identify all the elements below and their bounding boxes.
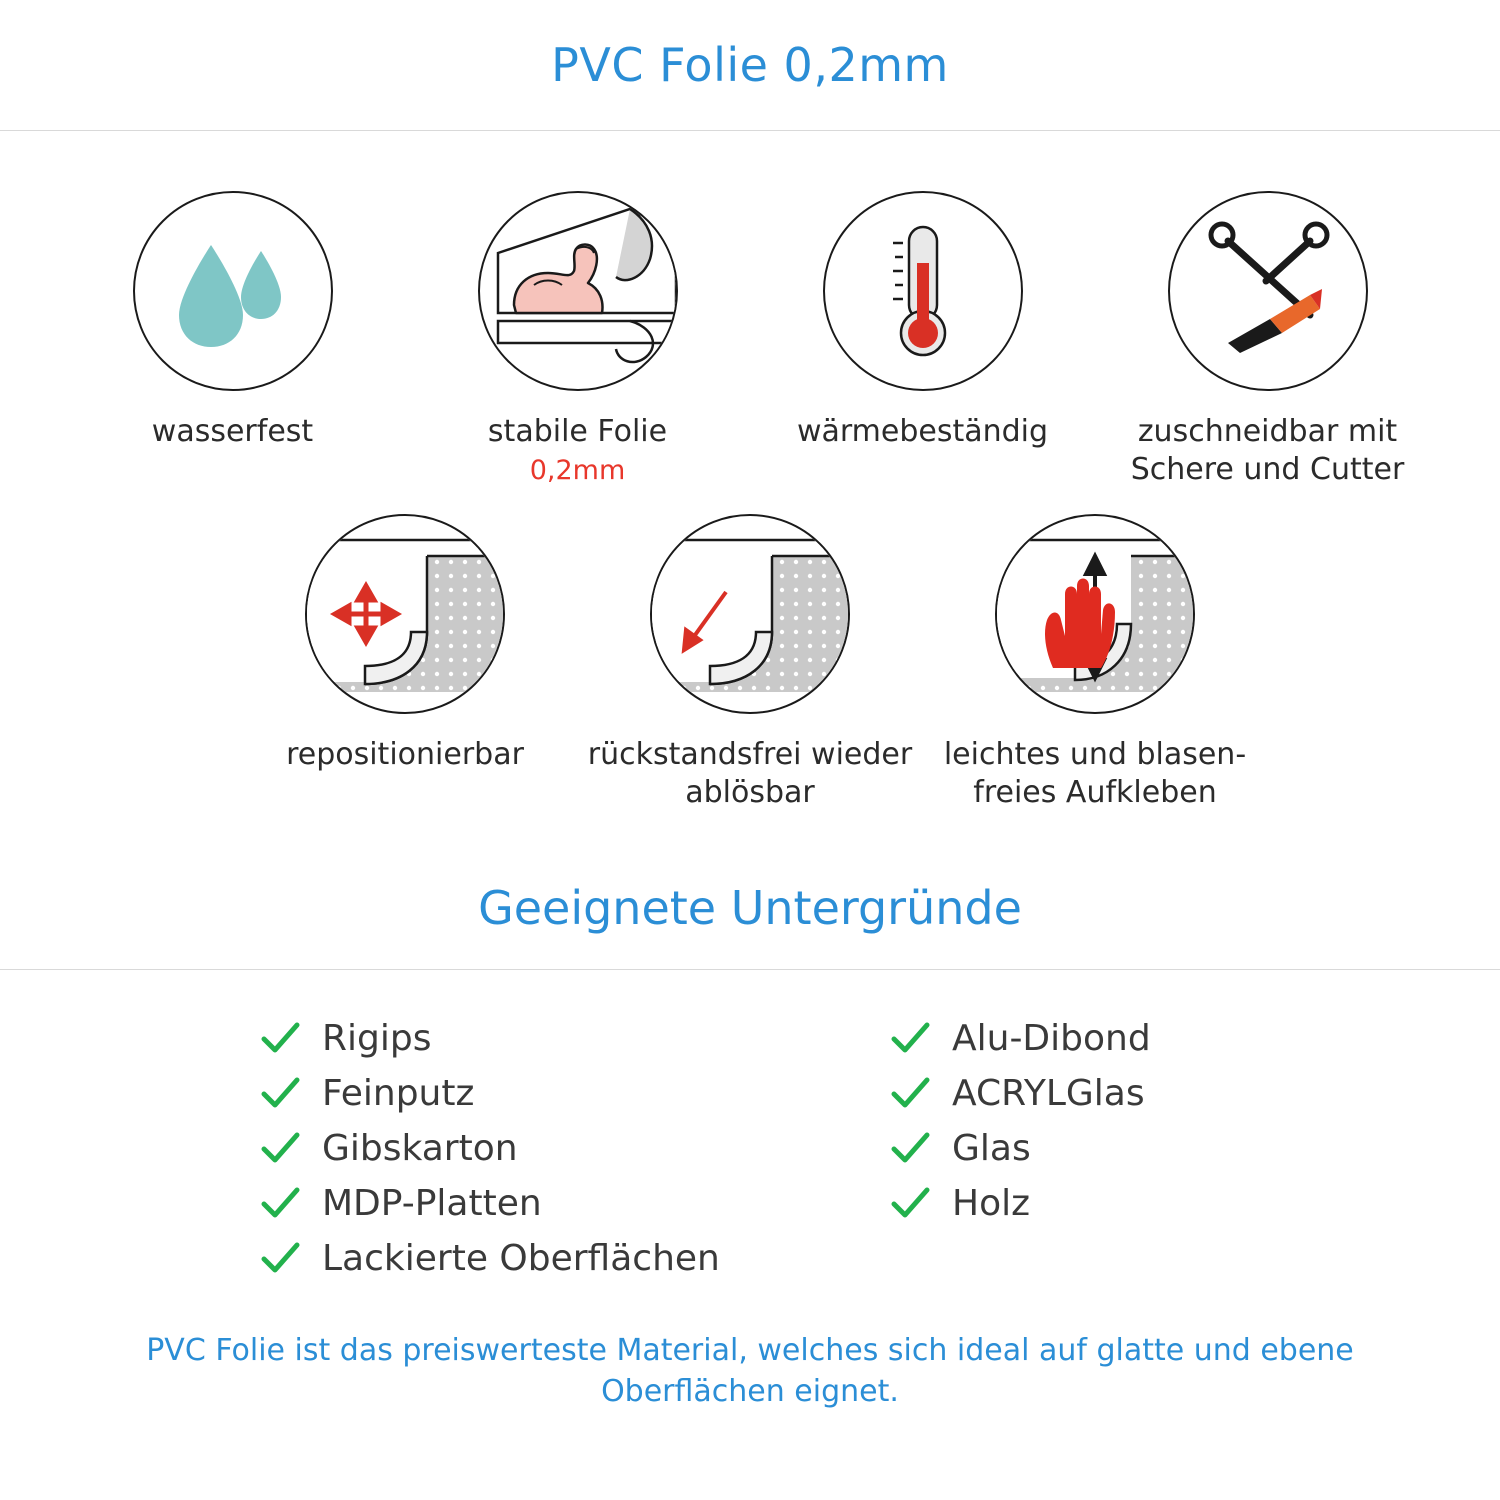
list-item <box>260 1128 750 1169</box>
substrates-column-right <box>750 1018 1370 1279</box>
substrates-divider <box>0 969 1500 970</box>
feature-label: rückstandsfrei wieder ablösbar <box>587 737 913 810</box>
page-title: PVC Folie 0,2mm <box>551 38 949 92</box>
list-item-label: MDP-Platten <box>322 1183 542 1224</box>
list-item <box>260 1073 750 1114</box>
feature-row-1 <box>0 191 1500 488</box>
list-item <box>890 1018 1370 1059</box>
check-icon <box>260 1074 300 1114</box>
list-item-label: Feinputz <box>322 1073 475 1114</box>
footnote-text: PVC Folie ist das preiswerteste Material, welches sich ideal auf glatte und ebene Oberflächen eignet. <box>146 1333 1354 1409</box>
hand-smoothing-icon <box>995 514 1195 714</box>
list-item-label: Alu-Dibond <box>952 1018 1151 1059</box>
check-icon <box>260 1019 300 1059</box>
list-item-label: ACRYLGlas <box>952 1073 1145 1114</box>
feature-label: leichtes und blasen-freies Aufkleben <box>943 737 1247 810</box>
feature-rueckstandsfrei <box>578 514 923 811</box>
substrates-title: Geeignete Untergründe <box>478 881 1022 935</box>
feature-waermebestaendig <box>750 191 1095 451</box>
list-item <box>260 1238 750 1279</box>
check-icon <box>890 1129 930 1169</box>
feature-wasserfest <box>60 191 405 451</box>
feature-repositionierbar <box>233 514 578 774</box>
check-icon <box>260 1184 300 1224</box>
check-icon <box>890 1184 930 1224</box>
check-icon <box>260 1129 300 1169</box>
list-item <box>890 1128 1370 1169</box>
header-divider <box>0 130 1500 131</box>
water-drops-icon <box>133 191 333 391</box>
list-item-label: Rigips <box>322 1018 432 1059</box>
list-item-label: Lackierte Oberflächen <box>322 1238 720 1279</box>
thermometer-icon <box>823 191 1023 391</box>
list-item <box>890 1183 1370 1224</box>
feature-zuschneidbar <box>1095 191 1440 488</box>
scissors-cutter-icon <box>1168 191 1368 391</box>
list-item-label: Holz <box>952 1183 1030 1224</box>
feature-label: zuschneidbar mit Schere und Cutter <box>1130 414 1405 487</box>
reposition-arrows-icon <box>305 514 505 714</box>
feature-label: stabile Folie <box>487 414 668 449</box>
feature-label: wärmebeständig <box>796 414 1049 449</box>
list-item-label: Gibskarton <box>322 1128 518 1169</box>
list-item <box>260 1183 750 1224</box>
feature-row-2 <box>0 514 1500 811</box>
list-item <box>890 1073 1370 1114</box>
check-icon <box>890 1019 930 1059</box>
substrates-column-left <box>130 1018 750 1279</box>
strong-arm-film-icon <box>478 191 678 391</box>
feature-blasenfreies-aufkleben <box>923 514 1268 811</box>
check-icon <box>890 1074 930 1114</box>
feature-sublabel: 0,2mm <box>529 454 626 486</box>
list-item-label: Glas <box>952 1128 1031 1169</box>
feature-label: repositionierbar <box>286 737 524 772</box>
list-item <box>260 1018 750 1059</box>
substrates-list <box>0 1018 1500 1279</box>
feature-label: wasserfest <box>151 414 314 449</box>
peel-off-arrow-icon <box>650 514 850 714</box>
feature-stabile-folie <box>405 191 750 486</box>
check-icon <box>260 1239 300 1279</box>
